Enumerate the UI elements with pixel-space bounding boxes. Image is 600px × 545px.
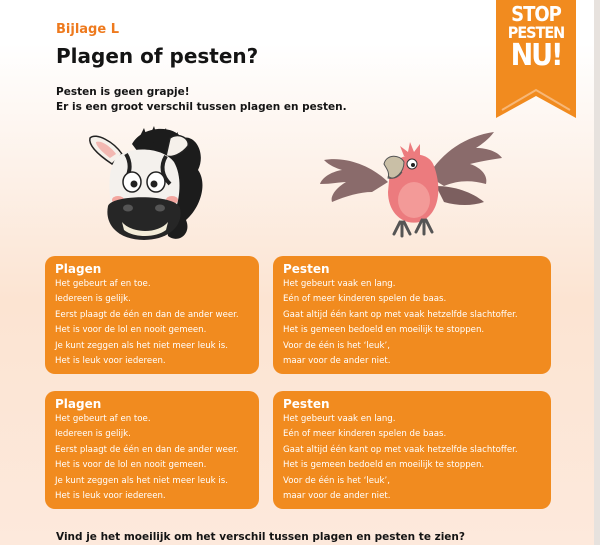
card-line: Het gebeurt af en toe. — [55, 414, 151, 424]
card-line: Gaat altijd één kant op met vaak hetzelfde slachtoffer. — [283, 309, 518, 320]
card-line: maar voor de ander niet. — [283, 356, 391, 367]
card-title: Plagen — [55, 397, 102, 411]
card-line: Het gebeurt af en toe. — [55, 279, 151, 289]
card-line: Iedereen is gelijk. — [55, 294, 131, 305]
card-line: Het is leuk voor iedereen. — [55, 491, 166, 502]
card-pesten — [273, 391, 551, 509]
intro-text — [56, 85, 347, 115]
banner-line-stop: STOP — [511, 2, 561, 26]
card-line: Eerst plaagt de één en dan de ander weer. — [55, 309, 239, 320]
card-plagen — [45, 391, 259, 509]
card-line: Voor de één is het ‘leuk’, — [283, 475, 390, 486]
card-line: Je kunt zeggen als het niet meer leuk is. — [55, 475, 228, 486]
card-line: Het is gemeen bedoeld en moeilijk te stoppen. — [283, 325, 485, 336]
card-line: Het is gemeen bedoeld en moeilijk te stoppen. — [283, 460, 485, 471]
banner-line-pesten: PESTEN — [507, 23, 565, 42]
card-line: Het gebeurt vaak en lang. — [283, 414, 396, 424]
card-line: Je kunt zeggen als het niet meer leuk is. — [55, 340, 228, 351]
card-line: Het is leuk voor iedereen. — [55, 356, 166, 367]
card-line: Eén of meer kinderen spelen de baas. — [283, 294, 447, 305]
card-line: Eén of meer kinderen spelen de baas. — [283, 429, 447, 440]
parrot-illustration — [316, 126, 506, 246]
card-line: maar voor de ander niet. — [283, 491, 391, 502]
intro-line: Pesten is geen grapje! — [56, 86, 190, 98]
card-line: Het gebeurt vaak en lang. — [283, 279, 396, 289]
page-title: Plagen of pesten? — [56, 44, 259, 68]
card-line: Eerst plaagt de één en dan de ander weer. — [55, 444, 239, 455]
bottom-question: Vind je het moeilijk om het verschil tussen plagen en pesten te zien? — [56, 531, 465, 543]
card-pesten — [273, 256, 551, 374]
card-line: Gaat altijd één kant op met vaak hetzelfde slachtoffer. — [283, 444, 518, 455]
card-title: Pesten — [283, 262, 330, 276]
banner-line-nu: NU! — [510, 38, 562, 73]
card-line: Het is voor de lol en nooit gemeen. — [55, 460, 207, 471]
banner-text — [496, 4, 576, 71]
card-title: Plagen — [55, 262, 102, 276]
appendix-label: Bijlage L — [56, 22, 119, 37]
page-edge — [594, 0, 600, 545]
card-title: Pesten — [283, 397, 330, 411]
card-line: Voor de één is het ‘leuk’, — [283, 340, 390, 351]
card-line: Iedereen is gelijk. — [55, 429, 131, 440]
card-plagen — [45, 256, 259, 374]
stop-pesten-nu-logo — [496, 0, 576, 118]
intro-line: Er is een groot verschil tussen plagen en pesten. — [56, 101, 347, 113]
zebra-illustration — [82, 124, 212, 250]
card-line: Het is voor de lol en nooit gemeen. — [55, 325, 207, 336]
